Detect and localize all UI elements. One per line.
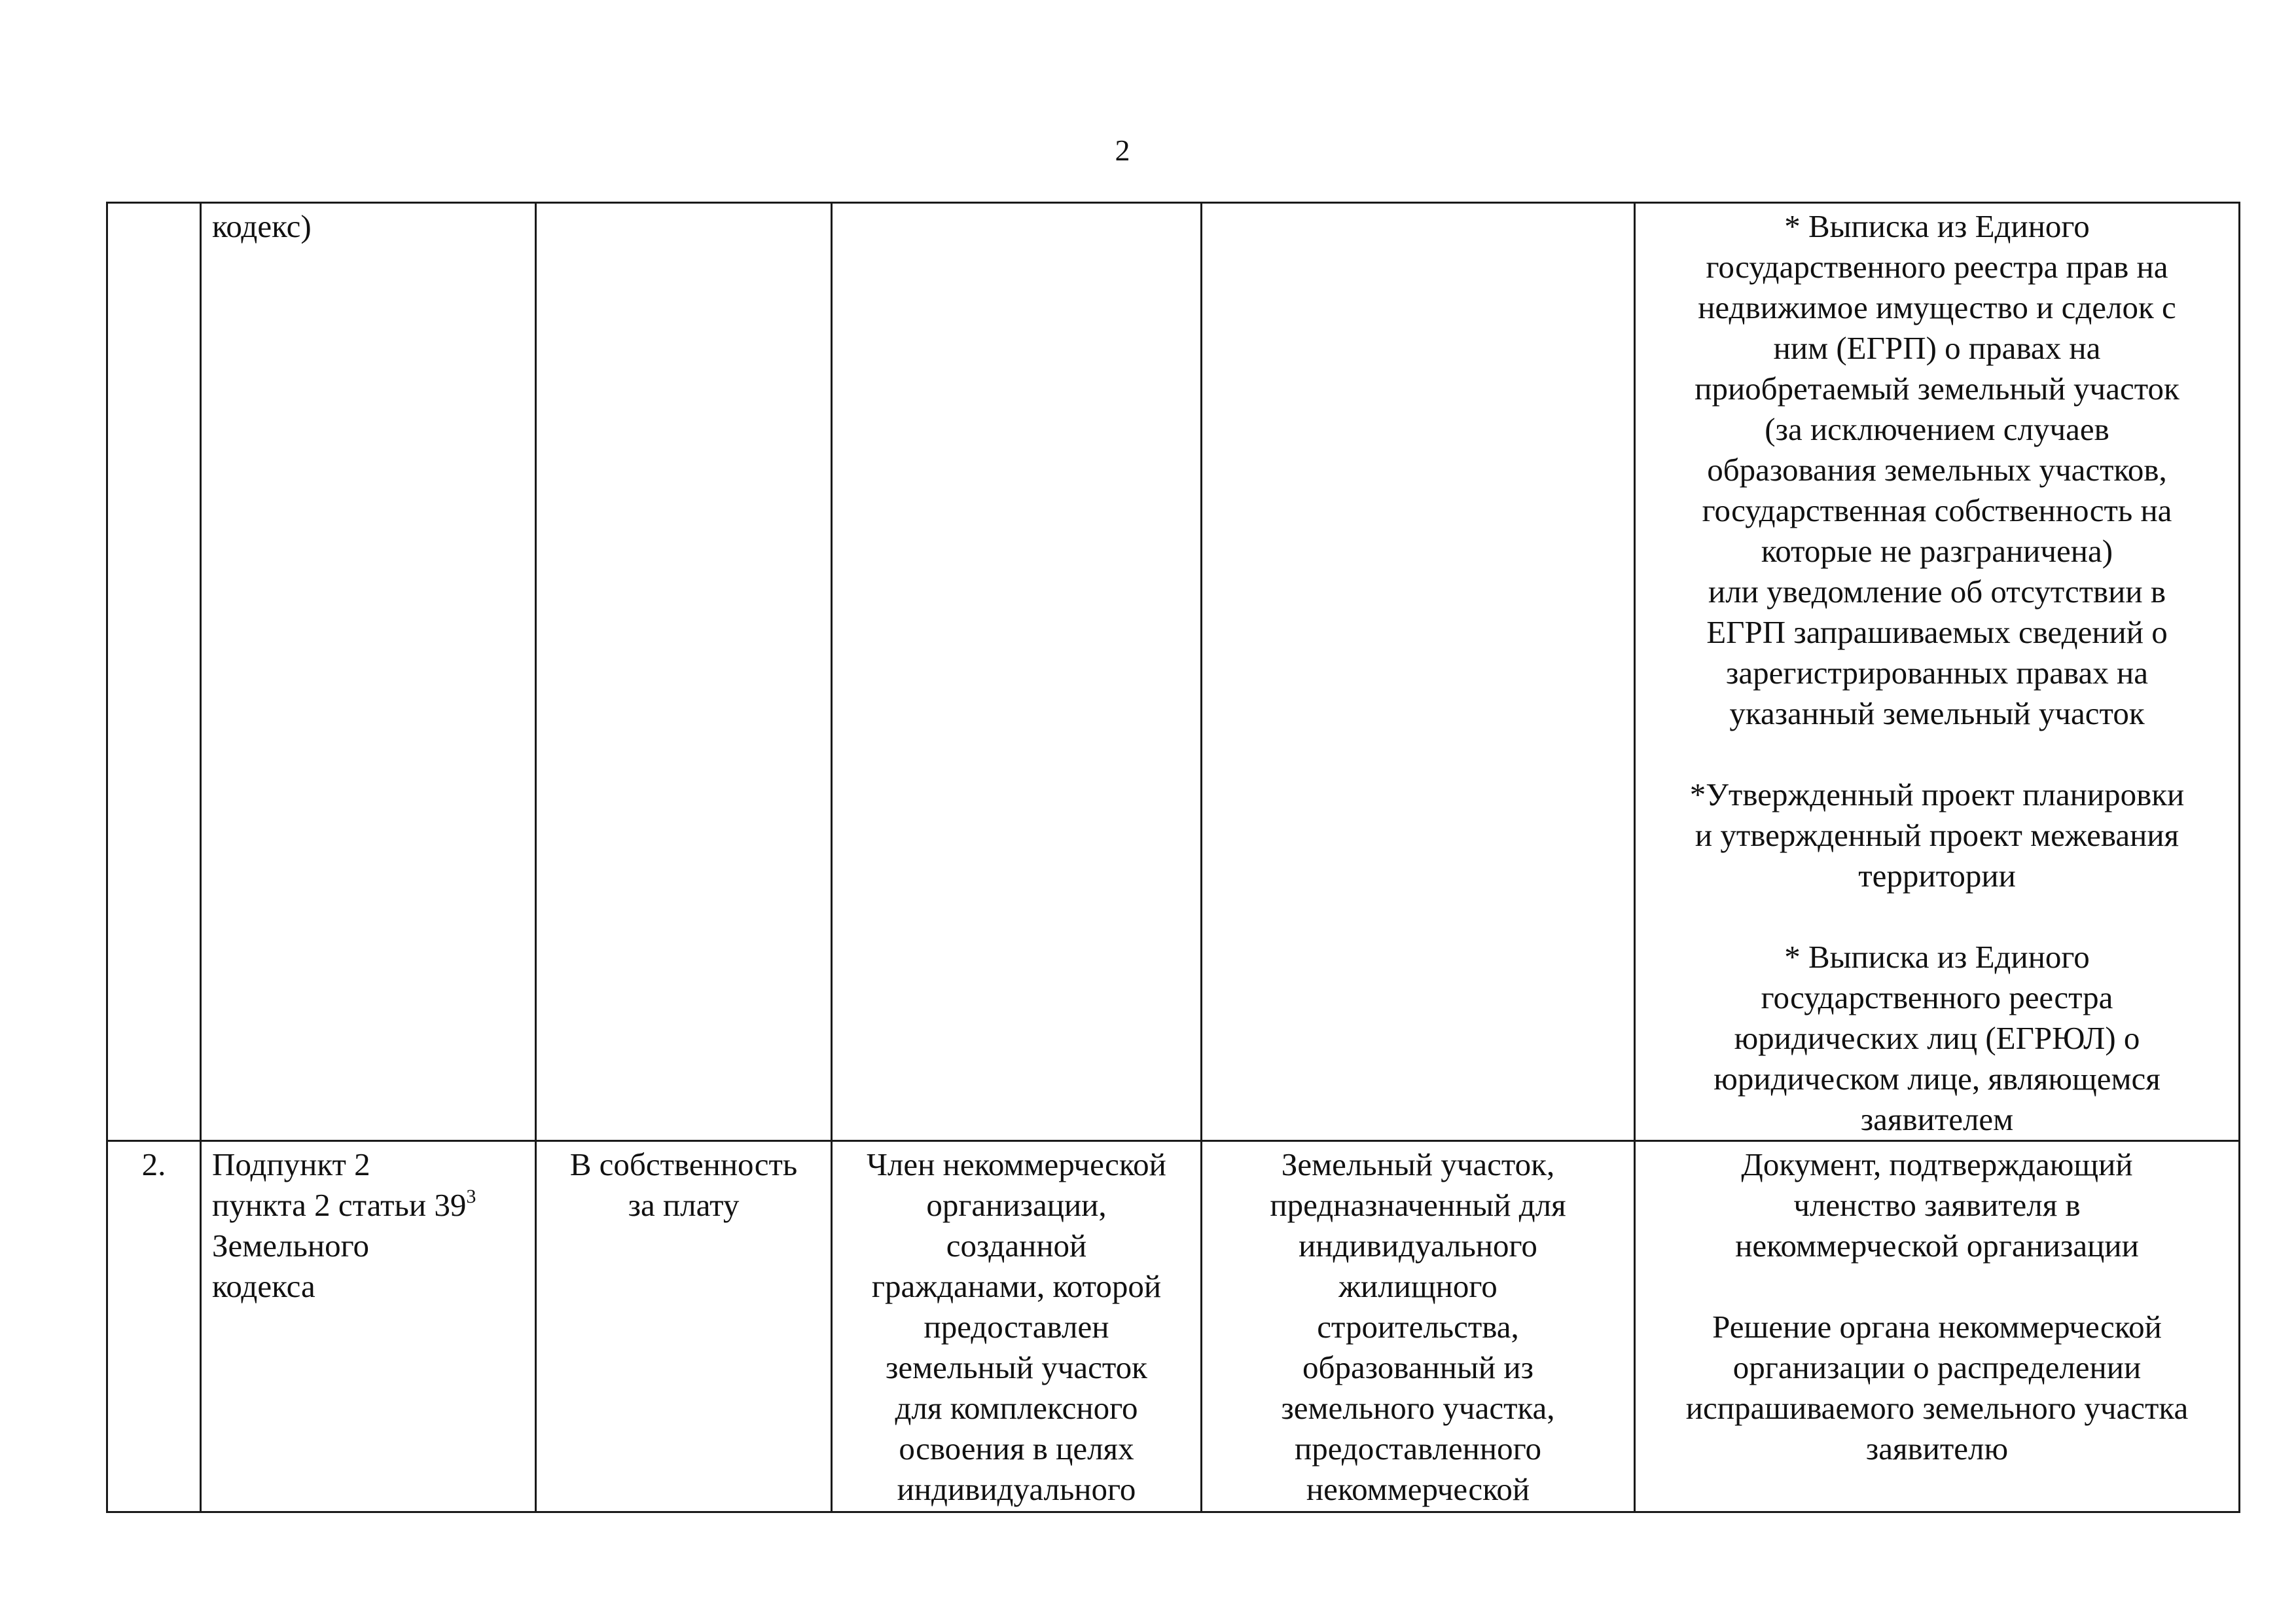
right-type-line: В собственность — [569, 1146, 798, 1182]
document-line: испрашиваемого земельного участка — [1685, 1390, 2189, 1426]
document-line: государственного реестра — [1761, 979, 2113, 1015]
legal-basis-line: Земельного — [212, 1228, 369, 1264]
row-number: 2. — [141, 1146, 166, 1182]
document-line: организации о распределении — [1732, 1349, 2142, 1385]
land-plot-line: предоставленного — [1295, 1431, 1541, 1467]
applicant-line: освоения в целях — [899, 1431, 1134, 1467]
applicant-line: индивидуального — [897, 1471, 1136, 1507]
row-number-cell — [107, 203, 201, 1141]
document-line: Решение органа некоммерческой — [1712, 1309, 2162, 1345]
document-line: образования земельных участков, — [1707, 452, 2167, 488]
land-plot-line: предназначенный для — [1270, 1187, 1566, 1223]
land-plot-line: строительства, — [1317, 1309, 1519, 1345]
document-line: членство заявителя в — [1793, 1187, 2081, 1223]
row-number-cell — [107, 1141, 201, 1512]
land-plot-line: земельного участка, — [1281, 1390, 1555, 1426]
legal-basis-line: кодекса — [212, 1268, 315, 1304]
applicant-line: организации, — [926, 1187, 1107, 1223]
right-type-line: за плату — [628, 1187, 740, 1223]
document-line: государственная собственность на — [1702, 492, 2172, 528]
documents-cell — [1635, 203, 2240, 1141]
applicant-cell — [832, 1141, 1202, 1512]
land-plot-line: Земельный участок, — [1281, 1146, 1555, 1182]
document-line: ним (ЕГРП) о правах на — [1773, 330, 2101, 366]
legal-basis-line — [212, 1185, 524, 1226]
table-row-2 — [107, 1141, 2240, 1512]
document-line: *Утвержденный проект планировки — [1689, 776, 2185, 812]
applicant-line: предоставлен — [924, 1309, 1109, 1345]
legal-basis-text: пункта 2 статьи 39 — [212, 1187, 467, 1223]
document-line: юридических лиц (ЕГРЮЛ) о — [1734, 1020, 2140, 1056]
document-line: приобретаемый земельный участок — [1695, 371, 2179, 407]
applicant-line: земельный участок — [886, 1349, 1147, 1385]
document-line: * Выписка из Единого — [1784, 939, 2090, 975]
legal-basis-line: Подпункт 2 — [212, 1146, 370, 1182]
document-line: территории — [1858, 858, 2016, 894]
document-line: или уведомление об отсутствии в — [1708, 574, 2166, 610]
document-line: * Выписка из Единого — [1784, 208, 2090, 244]
document-line: (за исключением случаев — [1765, 411, 2109, 447]
document-line: Документ, подтверждающий — [1741, 1146, 2133, 1182]
document-line: юридическом лице, являющемся — [1713, 1061, 2161, 1097]
document-line: государственного реестра прав на — [1706, 249, 2168, 285]
document-line: ЕГРП запрашиваемых сведений о — [1706, 614, 2168, 650]
land-plot-line: индивидуального — [1299, 1228, 1537, 1264]
right-type-cell — [536, 1141, 832, 1512]
applicant-cell — [832, 203, 1202, 1141]
paragraph-gap — [1646, 896, 2228, 937]
document-line: заявителю — [1865, 1431, 2009, 1467]
land-plot-cell — [1202, 203, 1635, 1141]
legal-basis-cell — [201, 203, 536, 1141]
document-line: указанный земельный участок — [1729, 695, 2145, 731]
page-number: 2 — [1115, 134, 1130, 167]
applicant-line: для комплексного — [895, 1390, 1138, 1426]
applicant-line: Член некоммерческой — [867, 1146, 1166, 1182]
land-plot-line: образованный из — [1302, 1349, 1534, 1385]
document-line: некоммерческой организации — [1735, 1228, 2139, 1264]
table-row-continuation — [107, 203, 2240, 1141]
applicant-line: созданной — [946, 1228, 1087, 1264]
document-line: зарегистрированных правах на — [1726, 655, 2148, 691]
land-plot-line: жилищного — [1338, 1268, 1498, 1304]
legal-basis-cell — [201, 1141, 536, 1512]
article-superscript: 3 — [466, 1186, 476, 1207]
document-line: недвижимое имущество и сделок с — [1698, 289, 2176, 325]
legal-basis-line: кодекс) — [212, 208, 312, 244]
paragraph-gap — [1646, 1266, 2228, 1307]
document-line: которые не разграничена) — [1761, 533, 2113, 569]
applicant-line: гражданами, которой — [871, 1268, 1162, 1304]
document-line: заявителем — [1860, 1101, 2014, 1137]
land-plot-cell — [1202, 1141, 1635, 1512]
document-line: и утвержденный проект межевания — [1695, 817, 2179, 853]
document-table — [106, 202, 2240, 1513]
land-plot-line: некоммерческой — [1306, 1471, 1530, 1507]
paragraph-gap — [1646, 734, 2228, 775]
right-type-cell — [536, 203, 832, 1141]
documents-cell — [1635, 1141, 2240, 1512]
